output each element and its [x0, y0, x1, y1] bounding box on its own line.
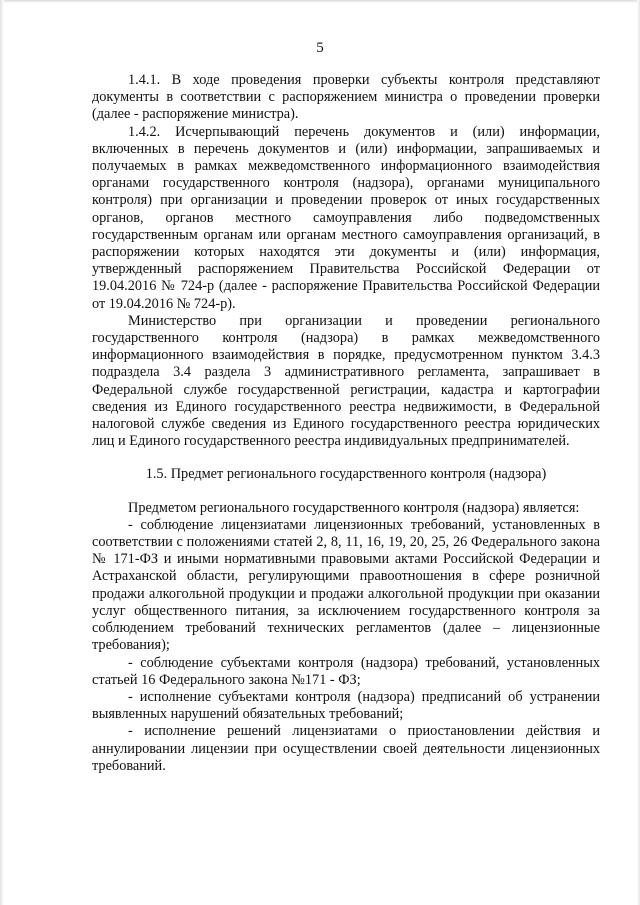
paragraph-1-4-1: 1.4.1. В ходе проведения проверки субъекты контроля представляют документы в соответствии с распоряжением министра о проведении проверки (далее - распоряжение министра). [92, 72, 600, 123]
list-item-license-requirements: - соблюдение лицензиатами лицензионных требований, установленных в соответствии с положениями статей 2, 8, 11, 16, 19, 20, 25, 26 Федерального закона № 171-ФЗ и иными нормативными правовыми актами Российской Федерации и Астраханской области, регулирующими правоотношения в сфере розничной продажи алкогольной продукции и продажи алкогольной продукции при оказании услуг общественного питания, за исключением государственного контроля за соблюдением требований технических регламентов (далее – лицензионные требования); [92, 516, 600, 654]
list-item-orders-execution: - исполнение субъектами контроля (надзора) предписаний об устранении выявленных нарушений обязательных требований; [92, 688, 600, 723]
page-number: 5 [316, 40, 324, 56]
scan-edge-left [0, 0, 4, 905]
scan-edge-top [0, 0, 640, 3]
paragraph-subject-intro: Предметом регионального государственного контроля (надзора) является: [128, 499, 580, 516]
paragraph-1-4-2: 1.4.2. Исчерпывающий перечень документов и (или) информации, включенных в перечень документов и (или) информации, запрашиваемых и получаемых в рамках межведомственного информационного взаимодействия органами государственного контроля (надзора), органами муниципального контроля) при организации и проведении проверок от иных государственных органов, органов местного самоуправления либо подведомственных государственным органам или органам местного самоуправления организаций, в распоряжении которых находятся эти документы и (или) информация, утвержденный распоряжением Правительства Российской Федерации от 19.04.2016 № 724-р (далее - распоряжение Правительства Российской Федерации от 19.04.2016 № 724-р). [92, 123, 600, 312]
paragraph-ministry-requests: Министерство при организации и проведении регионального государственного контроля (надзора) в рамках межведомственного информационного взаимодействия в порядке, предусмотренном пунктом 3.4.3 подраздела 3.4 раздела 3 административного регламента, запрашивает в Федеральной службе государственной регистрации, кадастра и картографии сведения из Единого государственного реестра недвижимости, в Федеральной налоговой службе сведения из Единого государственного реестра юридических лиц и Единого государственного реестра индивидуальных предпринимателей. [92, 312, 600, 450]
document-body [92, 72, 600, 775]
list-item-article-16: - соблюдение субъектами контроля (надзора) требований, установленных статьей 16 Федерального закона №171 - ФЗ; [92, 654, 600, 688]
list-item-license-decisions: - исполнение решений лицензиатами о приостановлении действия и аннулировании лицензии при осуществлении своей деятельности лицензионных требований. [92, 723, 600, 774]
section-heading-1-5: 1.5. Предмет регионального государственного контроля (надзора) [145, 466, 547, 483]
